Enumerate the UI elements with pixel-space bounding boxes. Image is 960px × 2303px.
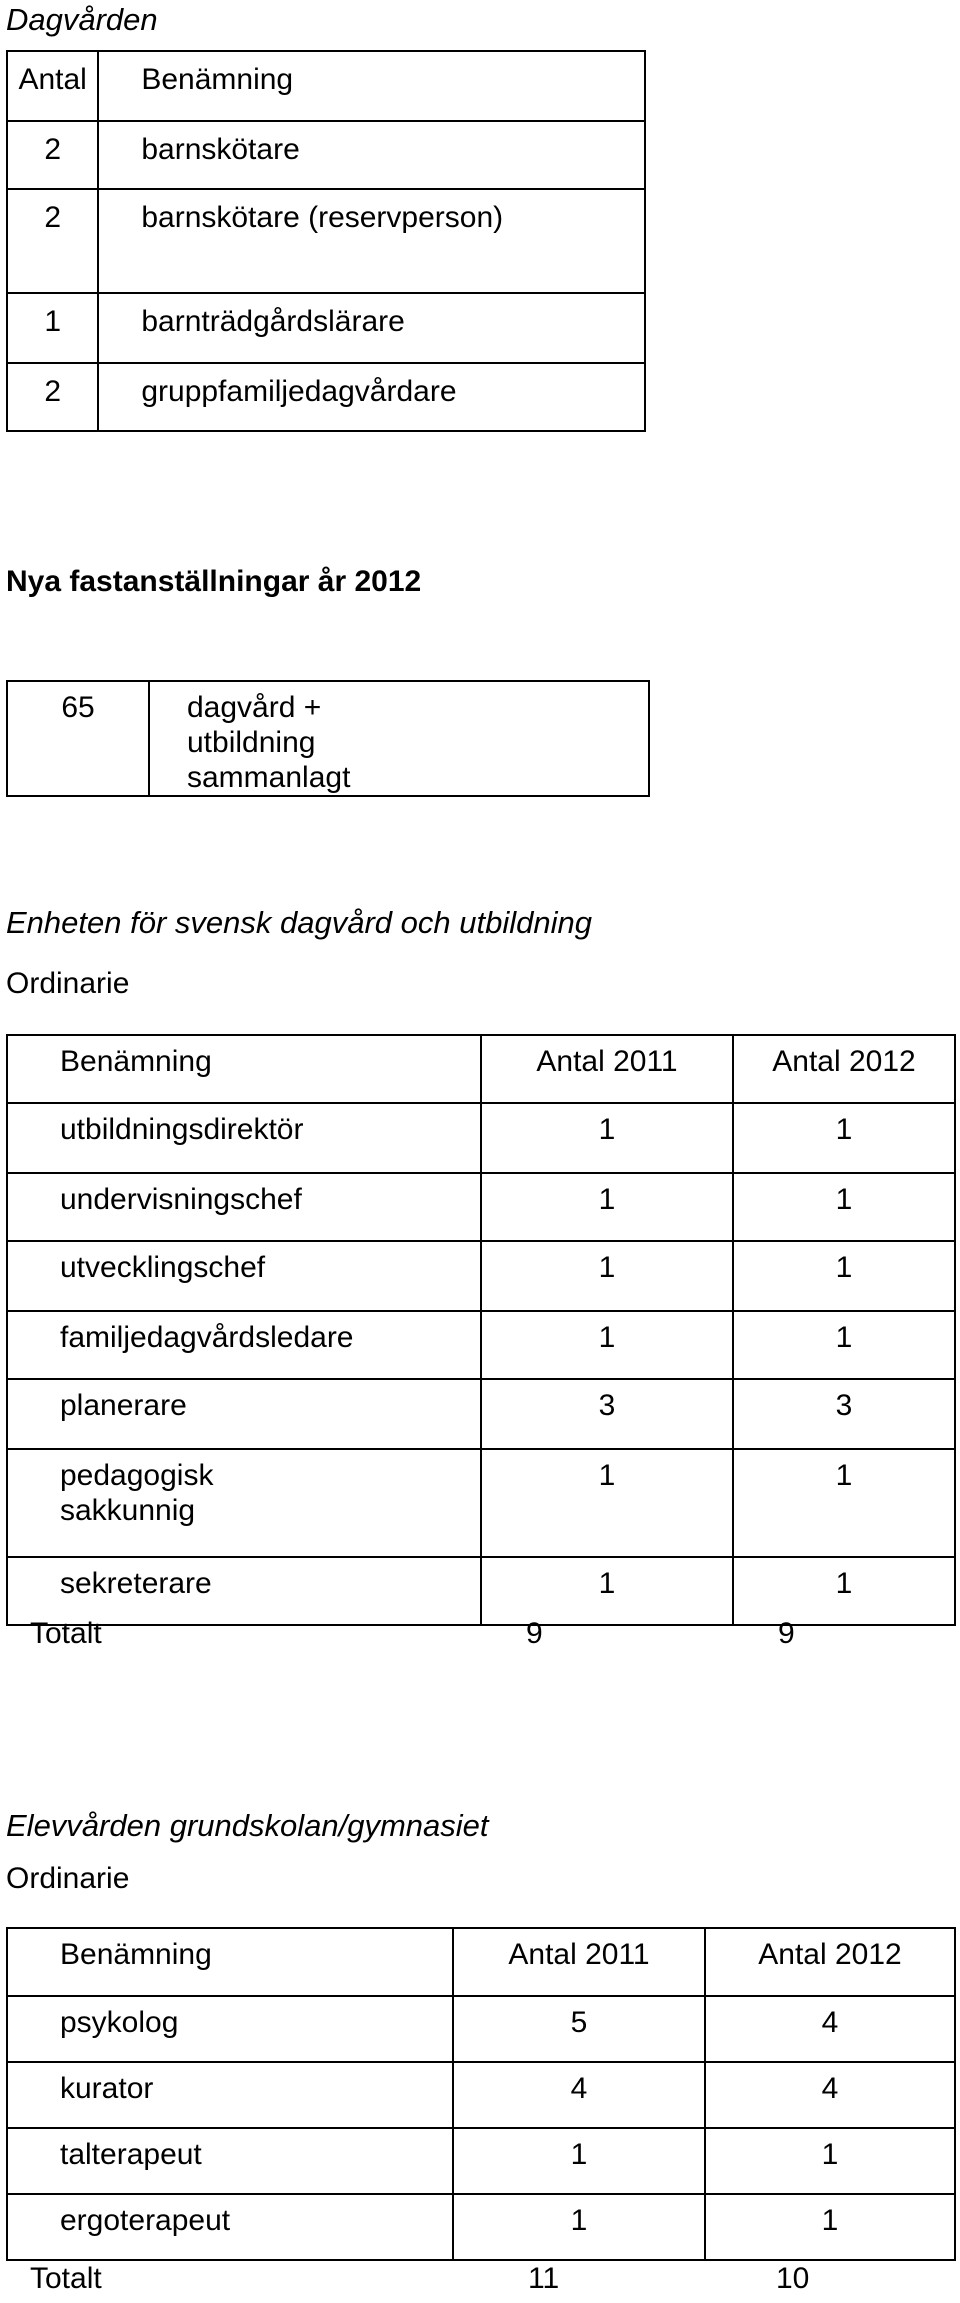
- table-row: [7, 121, 645, 189]
- header-antal: Antal: [7, 51, 98, 121]
- cell-2011: 3: [481, 1379, 733, 1449]
- header-benamning: Benämning: [7, 1035, 481, 1103]
- cell-benamning: talterapeut: [7, 2128, 453, 2194]
- cell-benamning: ergoterapeut: [7, 2194, 453, 2260]
- elevvard-total-label: Totalt: [30, 2262, 102, 2295]
- table-row: [7, 1241, 955, 1311]
- header-benamning: Benämning: [7, 1928, 453, 1996]
- cell-benamning: utbildningsdirektör: [7, 1103, 481, 1173]
- table-row: [7, 2194, 955, 2260]
- table-row: [7, 1996, 955, 2062]
- svensk-table: [6, 1034, 956, 1626]
- cell-benamning: barnskötare: [98, 121, 645, 189]
- header-antal-2011: Antal 2011: [481, 1035, 733, 1103]
- table-row: [7, 2062, 955, 2128]
- nya-table: [6, 680, 650, 797]
- dagvarden-title: Dagvården: [6, 2, 158, 37]
- cell-benamning: psykolog: [7, 1996, 453, 2062]
- header-antal-2011: Antal 2011: [453, 1928, 705, 1996]
- svensk-title: Enheten för svensk dagvård och utbildning: [6, 905, 592, 940]
- cell-2011: 1: [481, 1241, 733, 1311]
- elevvard-total-2011: 11: [528, 2262, 560, 2295]
- dagvarden-table: [6, 50, 646, 432]
- table-row: [7, 681, 649, 796]
- cell-2012: 1: [705, 2128, 955, 2194]
- cell-benamning: familjedagvårdsledare: [7, 1311, 481, 1379]
- elevvard-table: [6, 1927, 956, 2261]
- cell-2012: 1: [733, 1103, 955, 1173]
- cell-2011: 1: [453, 2128, 705, 2194]
- table-header-row: [7, 51, 645, 121]
- cell-2012: 4: [705, 2062, 955, 2128]
- table-row: [7, 1103, 955, 1173]
- table-row: [7, 1173, 955, 1241]
- cell-2012: 1: [733, 1241, 955, 1311]
- cell-benamning: sekreterare: [7, 1557, 481, 1625]
- elevvard-total-2012: 10: [776, 2262, 810, 2295]
- elevvard-title: Elevvården grundskolan/gymnasiet: [6, 1808, 489, 1843]
- cell-benamning: pedagogisk sakkunnig: [7, 1449, 481, 1557]
- nya-title: Nya fastanställningar år 2012: [6, 565, 422, 598]
- table-header-row: [7, 1035, 955, 1103]
- cell-benamning: undervisningschef: [7, 1173, 481, 1241]
- table-row: [7, 363, 645, 431]
- cell-2011: 1: [481, 1103, 733, 1173]
- table-header-row: [7, 1928, 955, 1996]
- header-antal-2012: Antal 2012: [705, 1928, 955, 1996]
- header-benamning: Benämning: [98, 51, 645, 121]
- elevvard-subtitle: Ordinarie: [6, 1862, 130, 1895]
- cell-2011: 1: [481, 1557, 733, 1625]
- table-row: [7, 1557, 955, 1625]
- cell-antal: 1: [7, 293, 98, 363]
- cell-2012: 1: [733, 1449, 955, 1557]
- cell-2012: 3: [733, 1379, 955, 1449]
- cell-2011: 4: [453, 2062, 705, 2128]
- cell-benamning: planerare: [7, 1379, 481, 1449]
- cell-2011: 1: [481, 1173, 733, 1241]
- cell-count: 65: [7, 681, 149, 796]
- svensk-total-label: Totalt: [30, 1617, 102, 1650]
- cell-2011: 1: [481, 1449, 733, 1557]
- cell-benamning: barnträdgårdslärare: [98, 293, 645, 363]
- cell-2012: 1: [705, 2194, 955, 2260]
- cell-2011: 1: [481, 1311, 733, 1379]
- cell-benamning: barnskötare (reservperson): [98, 189, 645, 293]
- svensk-total-2011: 9: [526, 1617, 543, 1650]
- cell-2012: 1: [733, 1173, 955, 1241]
- cell-2011: 5: [453, 1996, 705, 2062]
- table-row: [7, 1311, 955, 1379]
- cell-benamning: utvecklingschef: [7, 1241, 481, 1311]
- cell-2012: 1: [733, 1557, 955, 1625]
- cell-2012: 4: [705, 1996, 955, 2062]
- cell-2012: 1: [733, 1311, 955, 1379]
- svensk-subtitle: Ordinarie: [6, 967, 130, 1000]
- cell-antal: 2: [7, 121, 98, 189]
- table-row: [7, 189, 645, 293]
- cell-2011: 1: [453, 2194, 705, 2260]
- cell-antal: 2: [7, 363, 98, 431]
- cell-benamning: kurator: [7, 2062, 453, 2128]
- table-row: [7, 2128, 955, 2194]
- table-row: [7, 1449, 955, 1557]
- cell-text: dagvård + utbildning sammanlagt: [149, 681, 649, 796]
- table-row: [7, 293, 645, 363]
- table-row: [7, 1379, 955, 1449]
- header-antal-2012: Antal 2012: [733, 1035, 955, 1103]
- cell-antal: 2: [7, 189, 98, 293]
- cell-benamning: gruppfamiljedagvårdare: [98, 363, 645, 431]
- svensk-total-2012: 9: [778, 1617, 795, 1650]
